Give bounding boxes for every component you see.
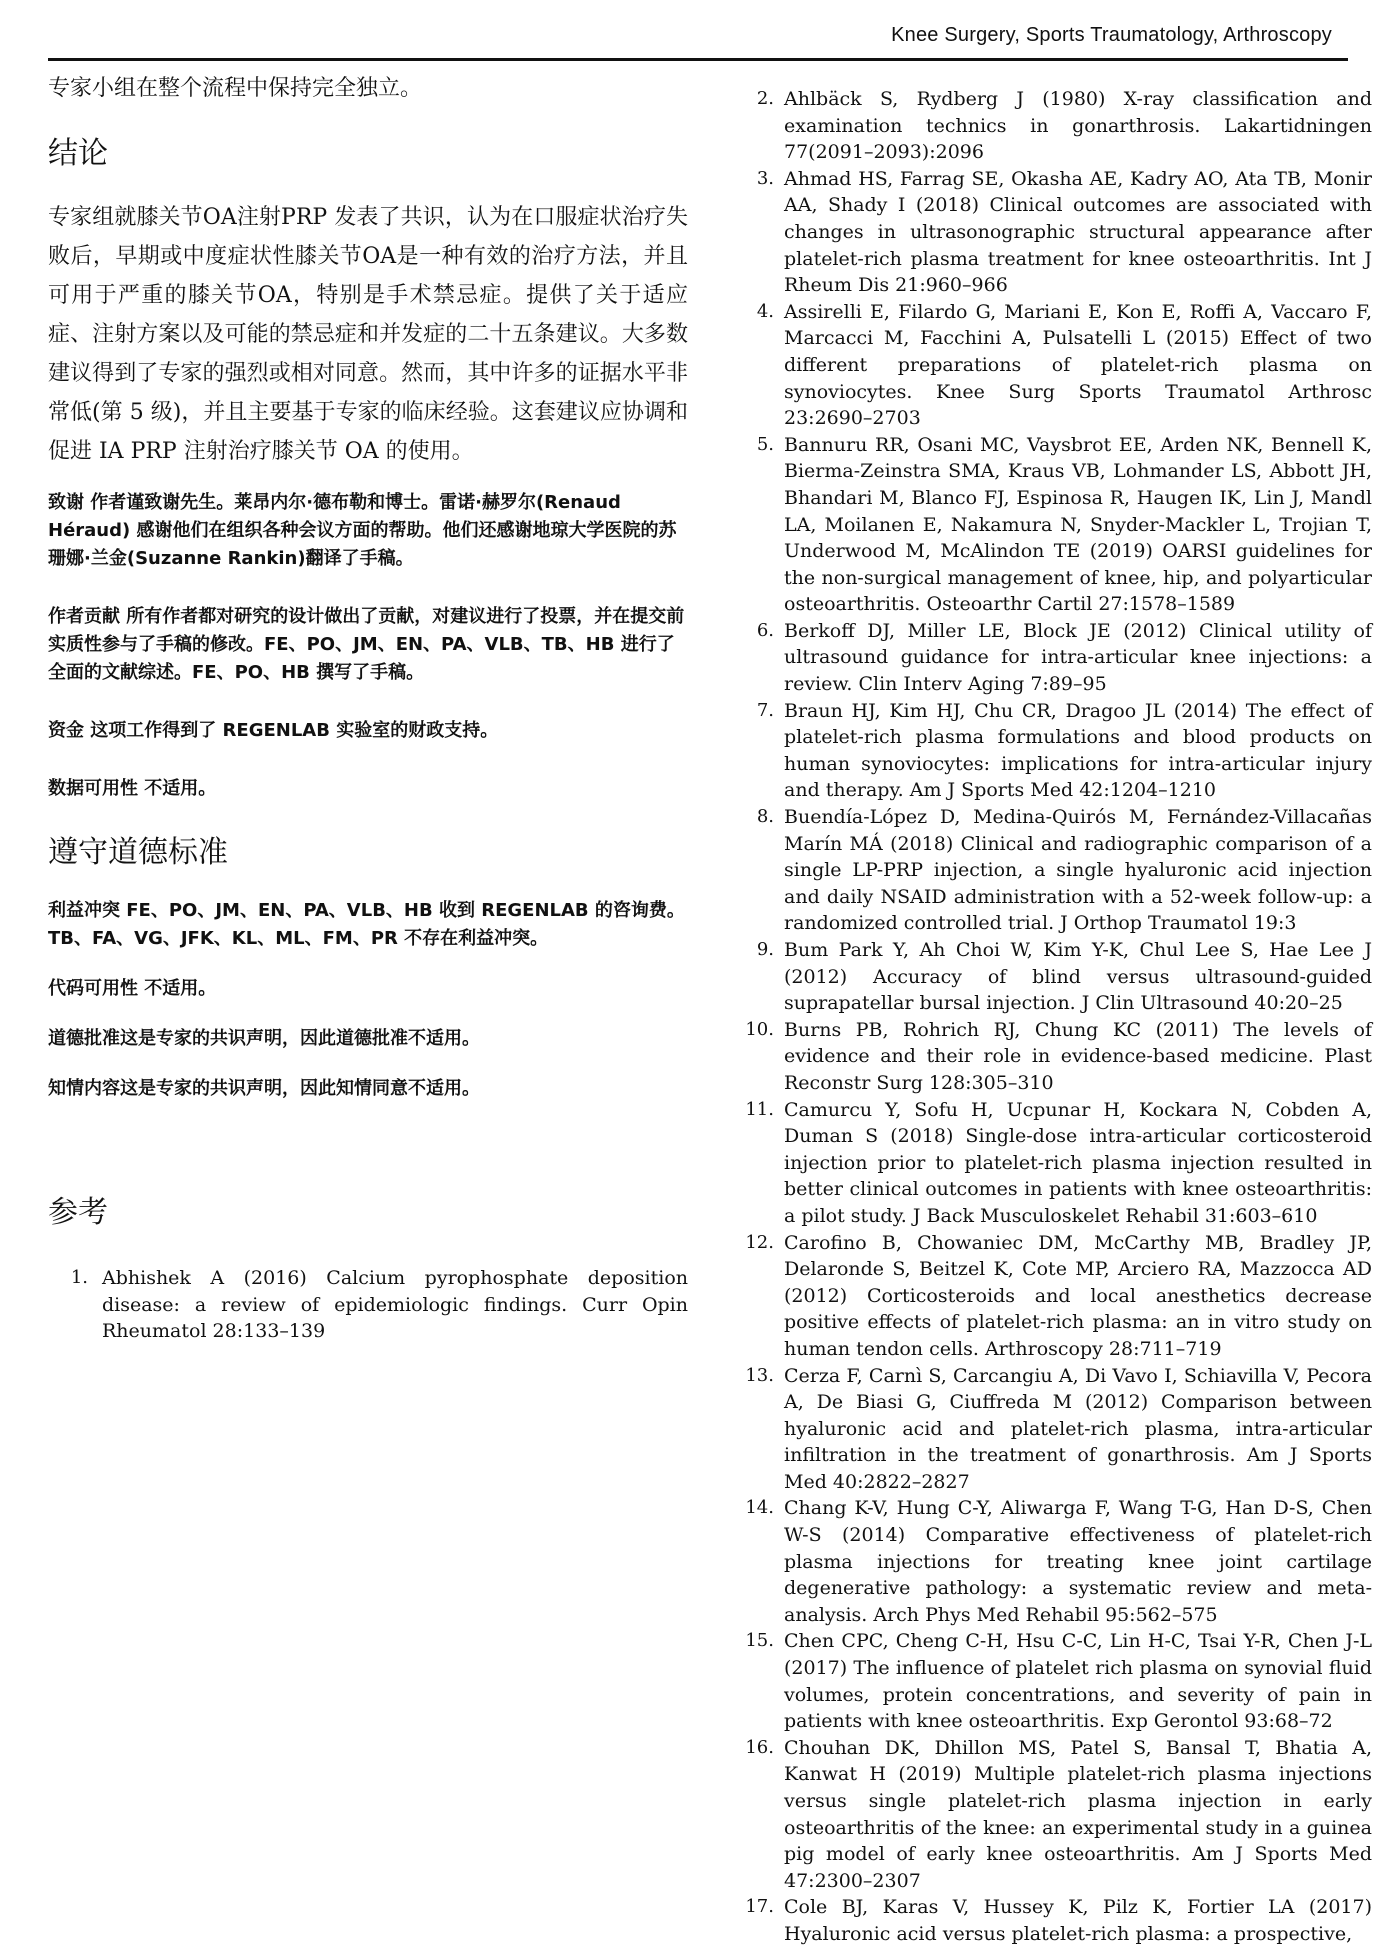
reference-item — [740, 432, 1372, 618]
reference-number: 16. — [745, 1736, 774, 1758]
reference-number: 8. — [756, 806, 774, 828]
reference-text: Abhishek A (2016) Calcium pyrophosphate deposition disease: a review of epidemiologic findings. Curr Opin Rheumatol 28:133–139 — [102, 1267, 688, 1343]
reference-item — [48, 1265, 688, 1345]
reference-item — [740, 166, 1372, 299]
ethics-approval-text: 道德批准这是专家的共识声明，因此道德批准不适用。 — [48, 1028, 480, 1049]
reference-item — [740, 1628, 1372, 1734]
journal-title: Knee Surgery, Sports Traumatology, Arthroscopy — [891, 24, 1332, 46]
reference-text: Braun HJ, Kim HJ, Chu CR, Dragoo JL (2014) The effect of platelet-rich plasma formulations and blood products on human synoviocytes: implications for intra-articular injury and therapy. Am J Sports Med 42:1204–1210 — [784, 699, 1372, 802]
reference-number: 5. — [756, 433, 774, 455]
reference-text: Ahlbäck S, Rydberg J (1980) X-ray classification and examination technics in gonarthrosis. Lakartidningen 77(2091–2093):2096 — [784, 88, 1372, 164]
reference-number: 1. — [70, 1267, 88, 1288]
reference-item — [740, 1230, 1372, 1363]
code-availability-text: 代码可用性 不适用。 — [48, 978, 217, 999]
references-heading: 参考 — [48, 1195, 108, 1230]
reference-text: Assirelli E, Filardo G, Mariani E, Kon E, Roffi A, Vaccaro F, Marcacci M, Facchini A, Pulsatelli L (2015) Effect of two different preparations of platelet-rich plasma on synoviocytes. Knee Surg Sports Traumatol Arthrosc 23:2690–2703 — [784, 300, 1372, 430]
reference-item — [740, 618, 1372, 698]
reference-item — [740, 1495, 1372, 1628]
reference-item — [740, 299, 1372, 432]
reference-text: Carofino B, Chowaniec DM, McCarthy MB, Bradley JP, Delaronde S, Beitzel K, Cote MP, Arciero RA, Mazzocca AD (2012) Corticosteroids and local anesthetics decrease positive effects of platelet-rich plasma: an in vitro study on human tendon cells. Arthroscopy 28:711–719 — [784, 1231, 1372, 1360]
reference-text: Burns PB, Rohrich RJ, Chung KC (2011) The levels of evidence and their role in evidence-based medicine. Plast Reconstr Surg 128:305–310 — [784, 1018, 1372, 1094]
funding-text: 资金 这项工作得到了 REGENLAB 实验室的财政支持。 — [48, 720, 499, 741]
reference-item — [740, 86, 1372, 166]
contribution-text: 作者贡献 所有作者都对研究的设计做出了贡献，对建议进行了投票，并在提交前实质性参与了手稿的修改。FE、PO、JM、EN、PA、VLB、TB、HB 进行了全面的文献综述。FE、PO、HB 撰写了手稿。 — [48, 606, 685, 683]
reference-text: Chen CPC, Cheng C-H, Hsu C-C, Lin H-C, Tsai Y-R, Chen J-L (2017) The influence of platelet rich plasma on synovial fluid volumes, protein concentrations, and severity of pain in patients with knee osteoarthritis. Exp Gerontol 93:68–72 — [784, 1630, 1372, 1733]
acknowledgement-text: 致谢 作者谨致谢先生。莱昂内尔·德布勒和博士。雷诺·赫罗尔(Renaud Héraud) 感谢他们在组织各种会议方面的帮助。他们还感谢地琼大学医院的苏珊娜·兰金(Suzanne Rankin)翻译了手稿。 — [48, 492, 677, 569]
reference-item — [740, 1735, 1372, 1895]
references-list-right — [740, 86, 1372, 1948]
running-header — [48, 18, 1348, 61]
reference-number: 15. — [745, 1630, 774, 1652]
reference-item — [740, 804, 1372, 937]
reference-number: 14. — [745, 1497, 774, 1519]
reference-item — [740, 1017, 1372, 1097]
reference-text: Camurcu Y, Sofu H, Ucpunar H, Kockara N, Cobden A, Duman S (2018) Single-dose intra-articular corticosteroid injection prior to platelet-rich plasma injection resulted in better clinical outcomes in patients with knee osteoarthritis: a pilot study. J Back Musculoskelet Rehabil 31:603–610 — [784, 1098, 1372, 1227]
reference-number: 6. — [756, 619, 774, 641]
reference-number: 9. — [756, 939, 774, 960]
reference-text: Ahmad HS, Farrag SE, Okasha AE, Kadry AO, Ata TB, Monir AA, Shady I (2018) Clinical outcomes are associated with changes in ultrasonographic structural appearance after platelet-rich plasma treatment for knee osteoarthritis. Int J Rheum Dis 21:960–966 — [784, 167, 1372, 297]
reference-text: Berkoff DJ, Miller LE, Block JE (2012) Clinical utility of ultrasound guidance for intra-articular knee injections: a review. Clin Interv Aging 7:89–95 — [784, 619, 1372, 696]
references-list-left — [48, 1265, 688, 1345]
right-column — [740, 86, 1372, 1948]
reference-number: 4. — [756, 300, 774, 322]
reference-number: 17. — [745, 1896, 774, 1918]
reference-item — [740, 698, 1372, 804]
reference-item — [740, 1894, 1372, 1947]
reference-number: 12. — [745, 1231, 774, 1253]
conflict-text: 利益冲突 FE、PO、JM、EN、PA、VLB、HB 收到 REGENLAB 的咨询费。TB、FA、VG、JFK、KL、ML、FM、PR 不存在利益冲突。 — [48, 900, 685, 949]
reference-text: Bannuru RR, Osani MC, Vaysbrot EE, Arden NK, Bennell K, Bierma-Zeinstra SMA, Kraus VB, Lohmander LS, Abbott JH, Bhandari M, Blanco FJ, Espinosa R, Haugen IK, Lin J, Mandl LA, Moilanen E, Nakamura N, Snyder-Mackler L, Trojian T, Underwood M, McAlindon TE (2019) OARSI guidelines for the non-surgical management of knee, hip, and polyarticular osteoarthritis. Osteoarthr Cartil 27:1578–1589 — [784, 433, 1372, 616]
reference-text: Chang K-V, Hung C-Y, Aliwarga F, Wang T-G, Han D-S, Chen W-S (2014) Comparative effectiveness of platelet-rich plasma injections for treating knee joint cartilage degenerative pathology: a systematic review and meta-analysis. Arch Phys Med Rehabil 95:562–575 — [784, 1497, 1372, 1626]
reference-text: Cole BJ, Karas V, Hussey K, Pilz K, Fortier LA (2017) Hyaluronic acid versus platelet-rich plasma: a prospective, — [784, 1896, 1372, 1945]
consent-text: 知情内容这是专家的共识声明，因此知情同意不适用。 — [48, 1078, 480, 1099]
reference-number: 13. — [745, 1364, 774, 1386]
reference-text: Cerza F, Carnì S, Carcangiu A, Di Vavo I, Schiavilla V, Pecora A, De Biasi G, Ciuffreda M (2012) Comparison between hyaluronic acid and platelet-rich plasma, intra-articular infiltration in the treatment of gonarthrosis. Am J Sports Med 40:2822–2827 — [784, 1364, 1372, 1493]
reference-item — [740, 1363, 1372, 1496]
reference-text: Bum Park Y, Ah Choi W, Kim Y-K, Chul Lee S, Hae Lee J (2012) Accuracy of blind versus ultrasound-guided suprapatellar bursal injection. J Clin Ultrasound 40:20–25 — [784, 939, 1372, 1015]
reference-text: Chouhan DK, Dhillon MS, Patel S, Bansal T, Bhatia A, Kanwat H (2019) Multiple platelet-rich plasma injections versus single platelet-rich plasma injection in early osteoarthritis of the knee: an experimental study in a guinea pig model of early knee osteoarthritis. Am J Sports Med 47:2300–2307 — [784, 1736, 1372, 1892]
reference-number: 10. — [745, 1018, 774, 1040]
reference-item — [740, 937, 1372, 1017]
reference-number: 7. — [756, 699, 774, 721]
data-availability-text: 数据可用性 不适用。 — [48, 778, 217, 799]
intro-paragraph: 专家小组在整个流程中保持完全独立。 — [48, 76, 423, 101]
conclusion-heading: 结论 — [48, 136, 108, 171]
reference-number: 3. — [756, 167, 774, 189]
reference-text: Buendía-López D, Medina-Quirós M, Fernández-Villacañas Marín MÁ (2018) Clinical and radiographic comparison of a single LP-PRP injection, a single hyaluronic acid injection and daily NSAID administration with a 52-week follow-up: a randomized controlled trial. J Orthop Traumatol 19:3 — [784, 806, 1372, 935]
reference-item — [740, 1097, 1372, 1230]
reference-number: 11. — [745, 1098, 774, 1120]
ethics-heading: 遵守道德标准 — [48, 835, 228, 870]
conclusion-paragraph: 专家组就膝关节OA注射PRP 发表了共识，认为在口服症状治疗失败后，早期或中度症状性膝关节OA是一种有效的治疗方法，并且可用于严重的膝关节OA，特别是手术禁忌症。提供了关于适应症、注射方案以及可能的禁忌症和并发症的二十五条建议。大多数建议得到了专家的强烈或相对同意。然而，其中许多的证据水平非常低(第 5 级)，并且主要基于专家的临床经验。这套建议应协调和促进 IA PRP 注射治疗膝关节 OA 的使用。 — [48, 205, 688, 464]
left-column — [48, 74, 688, 1345]
reference-number: 2. — [756, 88, 774, 109]
